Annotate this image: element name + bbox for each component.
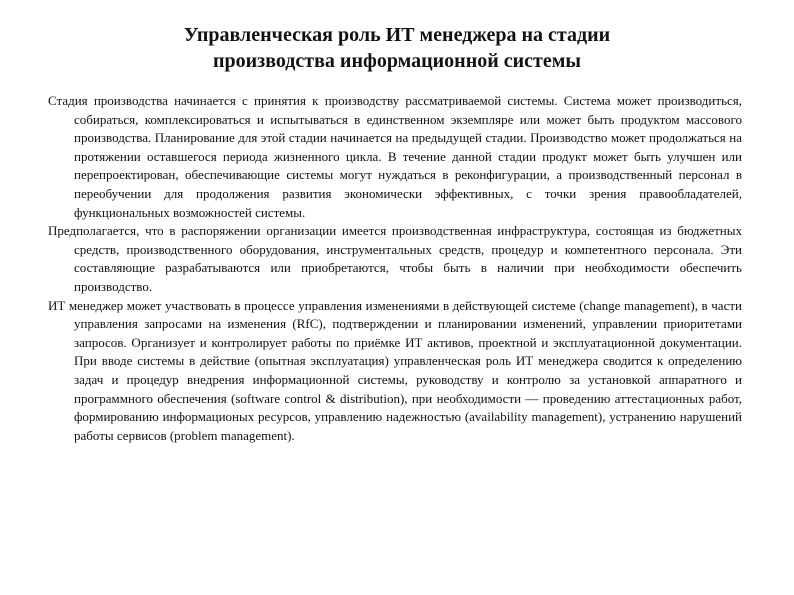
paragraph-it-manager-role: ИТ менеджер может участвовать в процессе управления изменениями в действующей системе (change management), в части управления запросами на изменения (RfC), подтверждении и планировании изменений, управлении приоритетами запросов. Организует и контролирует работы по приёмке ИТ активов, проектной и эксплуатационной документации. При вводе системы в действие (опытная эксплуатация) управленческая роль ИТ менеджера сводится к определению задач и процедур внедрения информационной системы, руководству и контролю за установкой аппаратного и программного обеспечения (software control & distribution), при необходимости — проведению аттестационных работ, формированию информационых ресурсов, управлению надежностью (availability management), устранению нарушений работы сервисов (problem management). xyxy=(48,297,742,443)
slide-title-line-2: производства информационной системы xyxy=(213,50,581,72)
paragraph-infrastructure: Предполагается, что в распоряжении организации имеется производственная инфраструктура, состоящая из бюджетных средств, производственного оборудования, инструментальных средств, процедур и компетентного персонала. Эти составляющие разрабатываются или приобретаются, чтобы быть в наличии при необходимости обеспечить производство. xyxy=(48,223,742,294)
paragraph-production-stage: Стадия производства начинается с принятия к производству рассматриваемой системы. Система может производиться, собираться, комплексироваться и испытываться в единственном экземпляре или может быть продуктом массового производства. Планирование для этой стадии начинается на предыдущей стадии. Производство может продолжаться на протяжении оставшегося периода жизненного цикла. В течение данной стадии продукт может быть улучшен или перепроектирован, обеспечивающие системы могут нуждаться в реконфигурации, а производственный персонал в переобучении для продолжения развития экономически эффективных, с точки зрения правообладателей, функциональных возможностей системы. xyxy=(48,93,742,220)
slide-title xyxy=(120,22,674,74)
slide-body xyxy=(48,92,742,445)
slide-title-line-1: Управленческая роль ИТ менеджера на стадии xyxy=(183,24,611,46)
